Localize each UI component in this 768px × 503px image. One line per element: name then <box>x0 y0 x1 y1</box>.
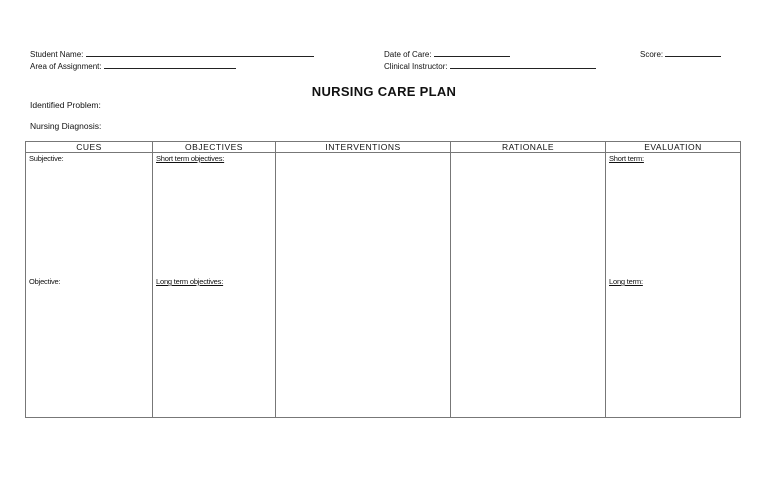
long-term-evaluation-label: Long term: <box>609 277 643 286</box>
objectives-cell[interactable] <box>153 153 276 418</box>
rationale-cell[interactable] <box>451 153 606 418</box>
student-name-label: Student Name: <box>30 50 84 59</box>
area-of-assignment-label: Area of Assignment: <box>30 62 102 71</box>
score-field[interactable] <box>665 48 721 57</box>
evaluation-cell[interactable] <box>606 153 741 418</box>
column-header-evaluation: EVALUATION <box>606 142 741 153</box>
student-name-field[interactable] <box>86 48 314 57</box>
clinical-instructor-label: Clinical Instructor: <box>384 62 448 71</box>
long-term-objectives-label: Long term objectives: <box>156 277 224 286</box>
student-name-row <box>30 48 314 60</box>
page-title: NURSING CARE PLAN <box>311 84 457 99</box>
subjective-label: Subjective: <box>29 154 64 163</box>
objective-label: Objective: <box>29 277 61 286</box>
date-of-care-field[interactable] <box>434 48 510 57</box>
identified-problem-label: Identified Problem: <box>30 100 101 110</box>
column-header-rationale: RATIONALE <box>451 142 606 153</box>
area-row <box>30 60 236 72</box>
area-of-assignment-field[interactable] <box>104 60 236 69</box>
date-of-care-label: Date of Care: <box>384 50 432 59</box>
column-header-cues: CUES <box>26 142 153 153</box>
short-term-evaluation-label: Short term: <box>609 154 644 163</box>
clinical-instructor-field[interactable] <box>450 60 596 69</box>
score-row <box>640 48 721 60</box>
column-header-objectives: OBJECTIVES <box>153 142 276 153</box>
table-row <box>26 153 741 418</box>
score-label: Score: <box>640 50 664 59</box>
date-row <box>384 48 510 60</box>
short-term-objectives-label: Short term objectives: <box>156 154 225 163</box>
nursing-diagnosis-label: Nursing Diagnosis: <box>30 121 102 131</box>
column-header-interventions: INTERVENTIONS <box>276 142 451 153</box>
instructor-row <box>384 60 596 72</box>
care-plan-table <box>25 141 741 418</box>
table-header-row <box>26 142 741 153</box>
cues-cell[interactable] <box>26 153 153 418</box>
interventions-cell[interactable] <box>276 153 451 418</box>
